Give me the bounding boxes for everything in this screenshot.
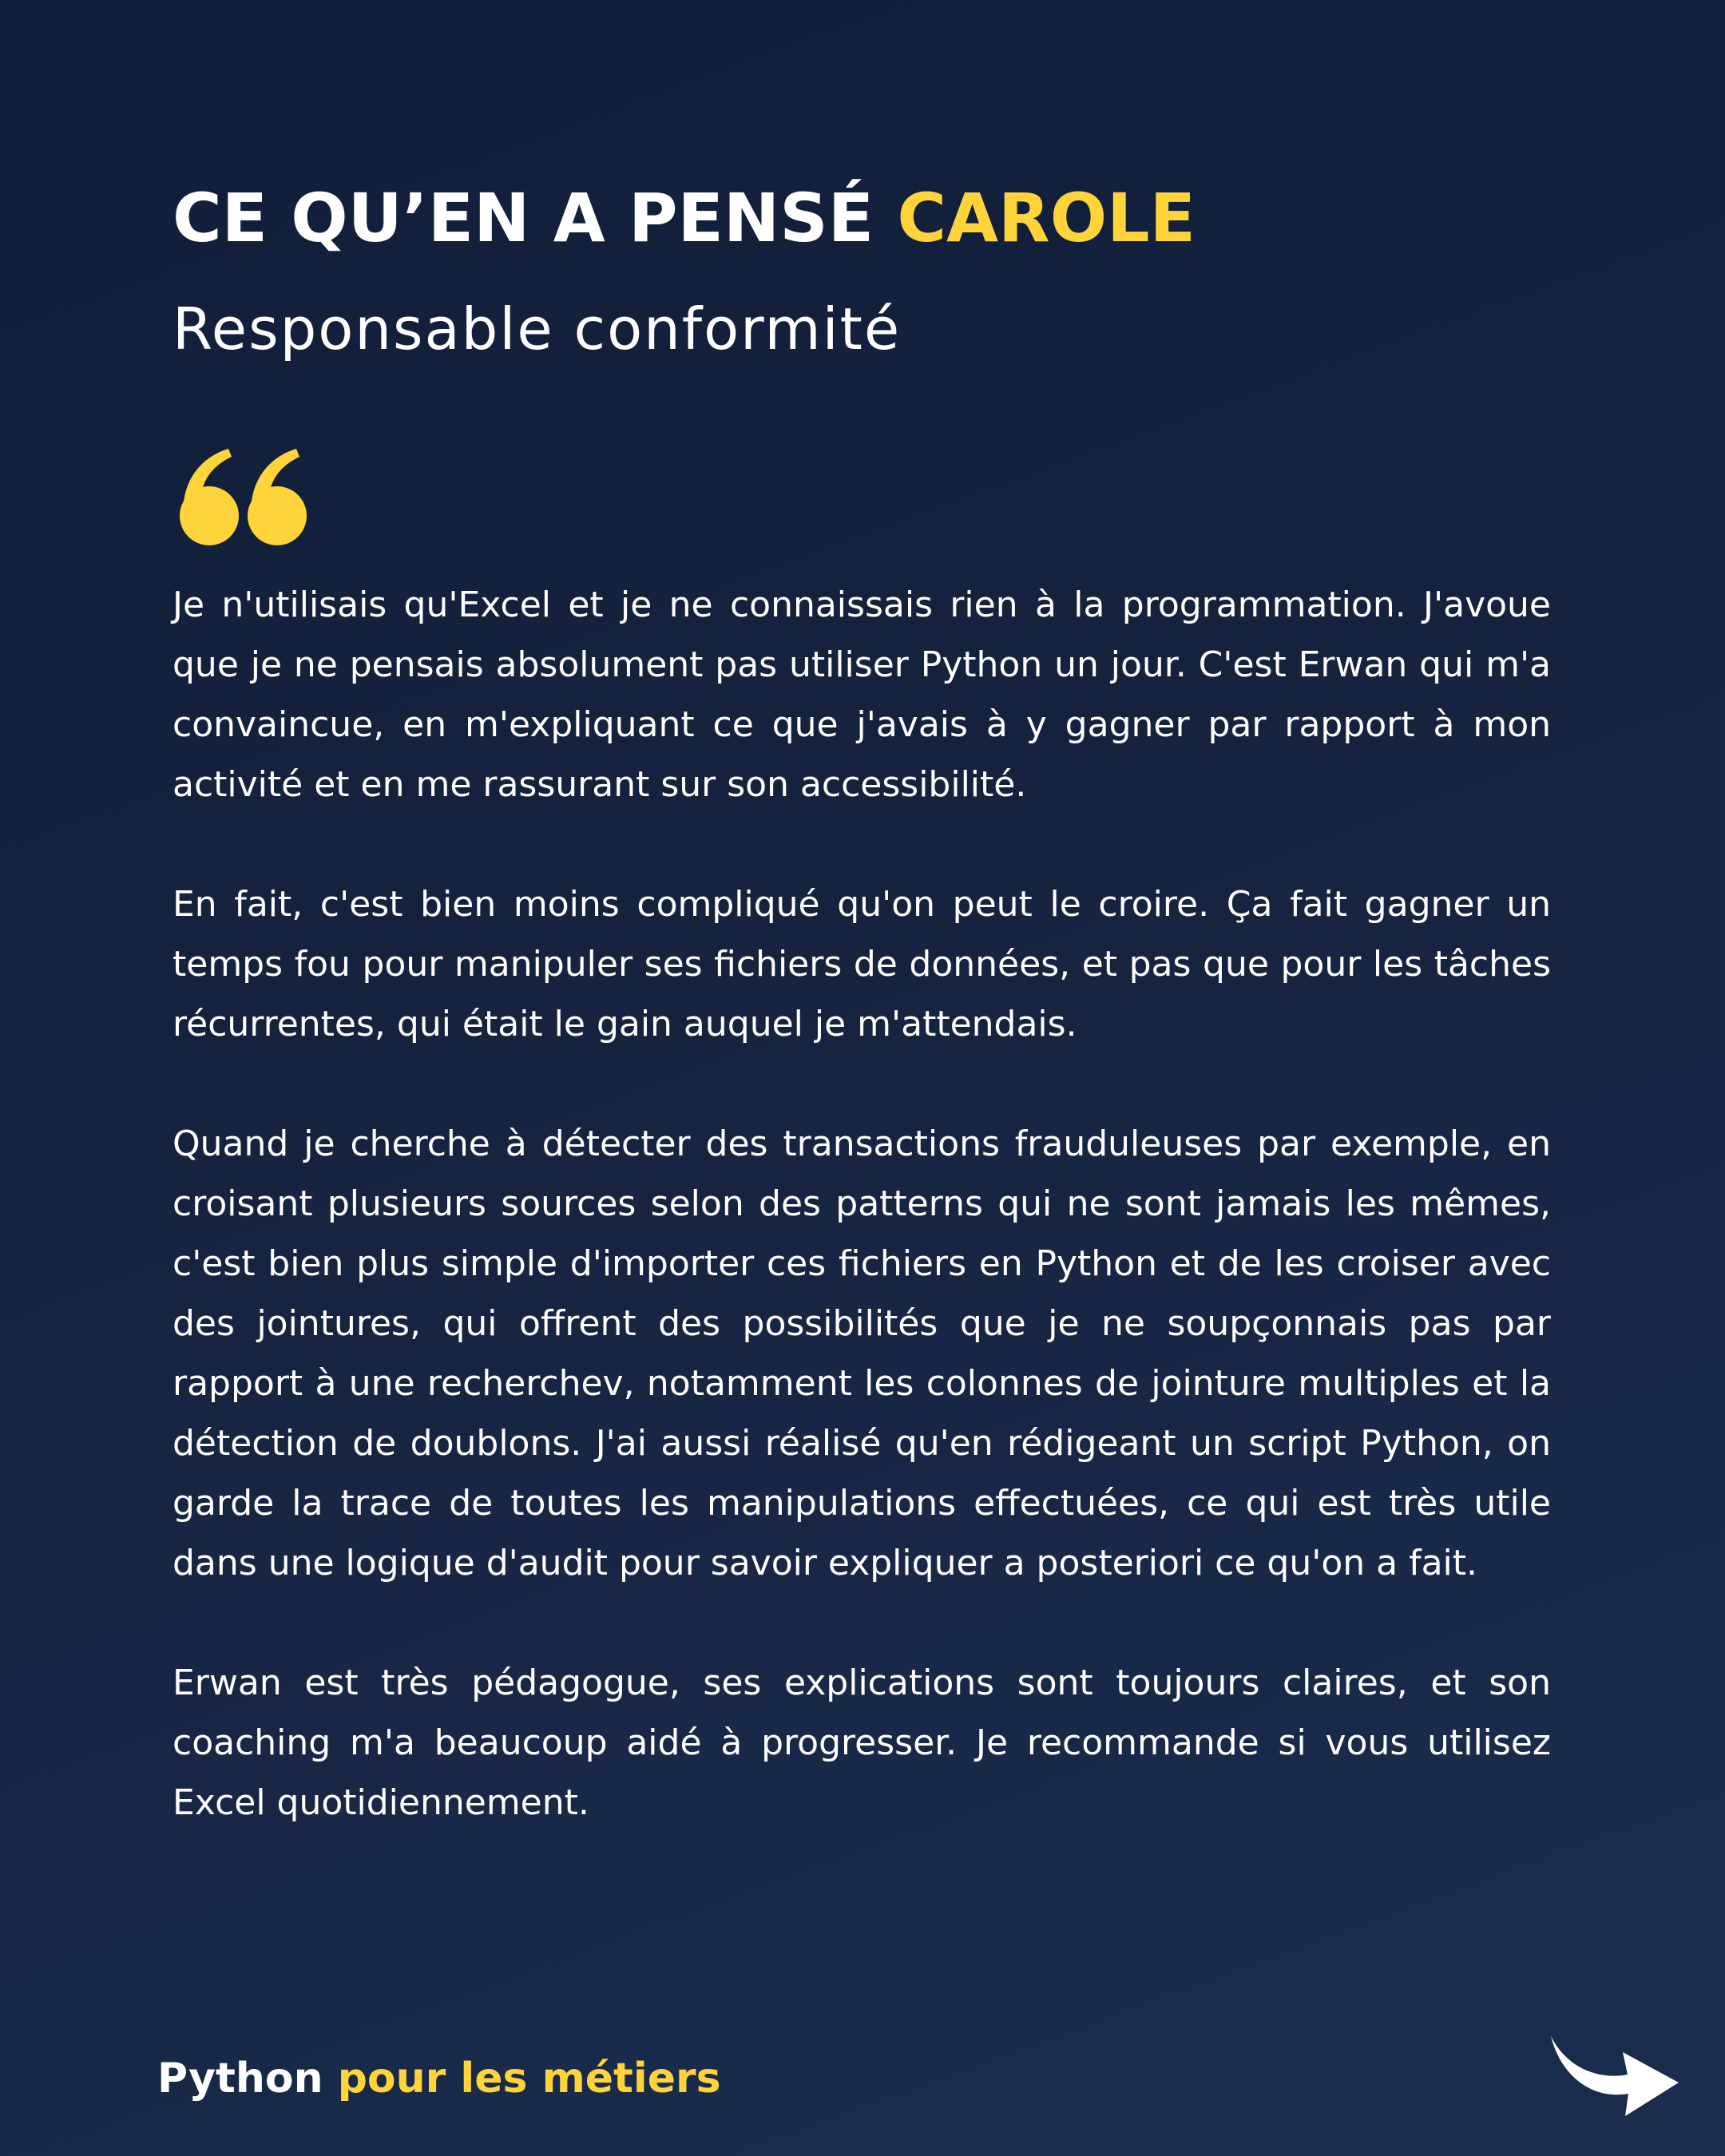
testimonial-paragraph: Erwan est très pédagogue, ses explications sont toujours claires, et son coaching m'a beaucoup aidé à progresser. Je recommande si vous utilisez Excel quotidiennement. (172, 1663, 1551, 1823)
quote-open-icon (176, 447, 311, 546)
page-subtitle: Responsable conformité (172, 295, 902, 363)
page-title (172, 174, 1196, 262)
testimonial-paragraph: En fait, c'est bien moins compliqué qu'on peut le croire. Ça fait gagner un temps fou pour manipuler ses fichiers de données, et pas que pour les tâches récurrentes, qui était le gain auquel je m'attendais. (172, 884, 1551, 1044)
testimonial-paragraph: Je n'utilisais qu'Excel et je ne connaissais rien à la programmation. J'avoue que je ne pensais absolument pas utiliser Python un jour. C'est Erwan qui m'a convaincue, en m'expliquant ce que j'avais à y gagner par rapport à mon activité et en me rassurant sur son accessibilité. (172, 585, 1551, 805)
brand-name (157, 2051, 721, 2106)
title-name: CAROLE (897, 179, 1196, 257)
brand-prefix: Python (157, 2055, 338, 2102)
title-prefix: CE QU’EN A PENSÉ (172, 179, 898, 257)
next-arrow-icon[interactable] (1549, 2036, 1681, 2120)
testimonial-body (172, 575, 1551, 1833)
brand-suffix: pour les métiers (337, 2055, 721, 2102)
testimonial-paragraph: Quand je cherche à détecter des transactions frauduleuses par exemple, en croisant plusieurs sources selon des patterns qui ne sont jamais les mêmes, c'est bien plus simple d'importer ces fichiers en Python et de les croiser avec des jointures, qui offrent des possibilités que je ne soupçonnais pas par rapport à une recherchev, notamment les colonnes de jointure multiples et la détection de doublons. J'ai aussi réalisé qu'en rédigeant un script Python, on garde la trace de toutes les manipulations effectuées, ce qui est très utile dans une logique d'audit pour savoir expliquer a posteriori ce qu'on a fait. (172, 1124, 1551, 1583)
